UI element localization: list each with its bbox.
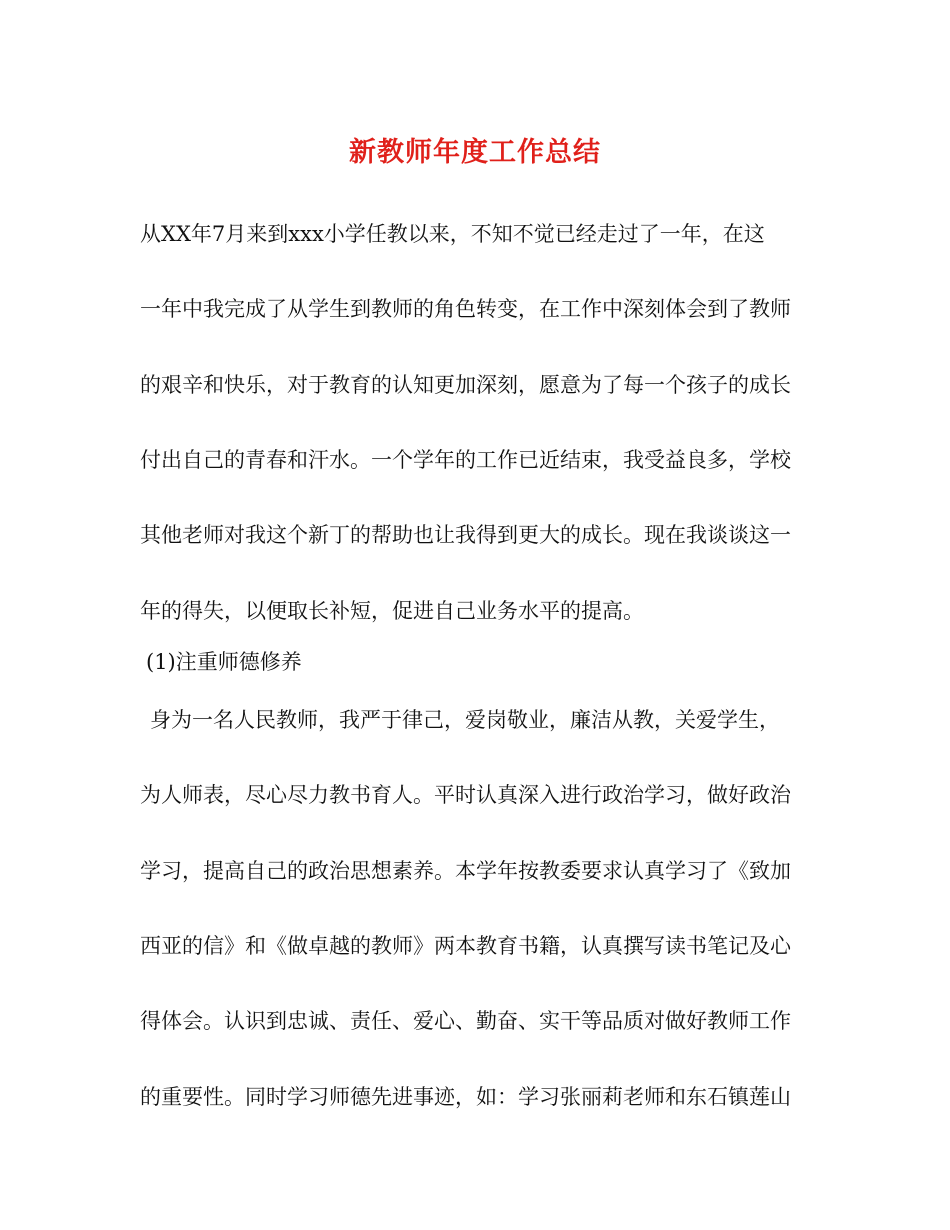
paragraph-2-line-2: 为人师表，尽心尽力教书育人。平时认真深入进行政治学习，做好政治 [140, 783, 791, 807]
paragraph-1-line-4: 付出自己的青春和汗水。一个学年的工作已近结束，我受益良多，学校 [140, 448, 791, 472]
paragraph-2-line-4: 西亚的信》和《做卓越的教师》两本教育书籍，认真撰写读书笔记及心 [140, 934, 791, 958]
paragraph-2-line-6: 的重要性。同时学习师德先进事迹，如：学习张丽莉老师和东石镇莲山 [140, 1085, 791, 1109]
paragraph-1-line-6: 年的得失，以便取长补短，促进自己业务水平的提高。 [140, 599, 644, 623]
paragraph-1-line-3: 的艰辛和快乐，对于教育的认知更加深刻，愿意为了每一个孩子的成长 [140, 373, 791, 397]
paragraph-2-line-3: 学习，提高自己的政治思想素养。本学年按教委要求认真学习了《致加 [140, 859, 791, 883]
document-title: 新教师年度工作总结 [349, 137, 601, 168]
paragraph-1-line-2: 一年中我完成了从学生到教师的角色转变，在工作中深刻体会到了教师 [140, 297, 791, 321]
section-heading-1: (1)注重师德修养 [146, 650, 302, 674]
paragraph-1-line-1: 从XX年7月来到xxx小学任教以来，不知不觉已经走过了一年，在这 [140, 222, 765, 246]
paragraph-2-line-5: 得体会。认识到忠诚、责任、爱心、勤奋、实干等品质对做好教师工作 [140, 1009, 791, 1033]
paragraph-2-line-1: 身为一名人民教师，我严于律己，爱岗敬业，廉洁从教，关爱学生， [150, 708, 780, 732]
paragraph-1-line-5: 其他老师对我这个新丁的帮助也让我得到更大的成长。现在我谈谈这一 [140, 523, 791, 547]
